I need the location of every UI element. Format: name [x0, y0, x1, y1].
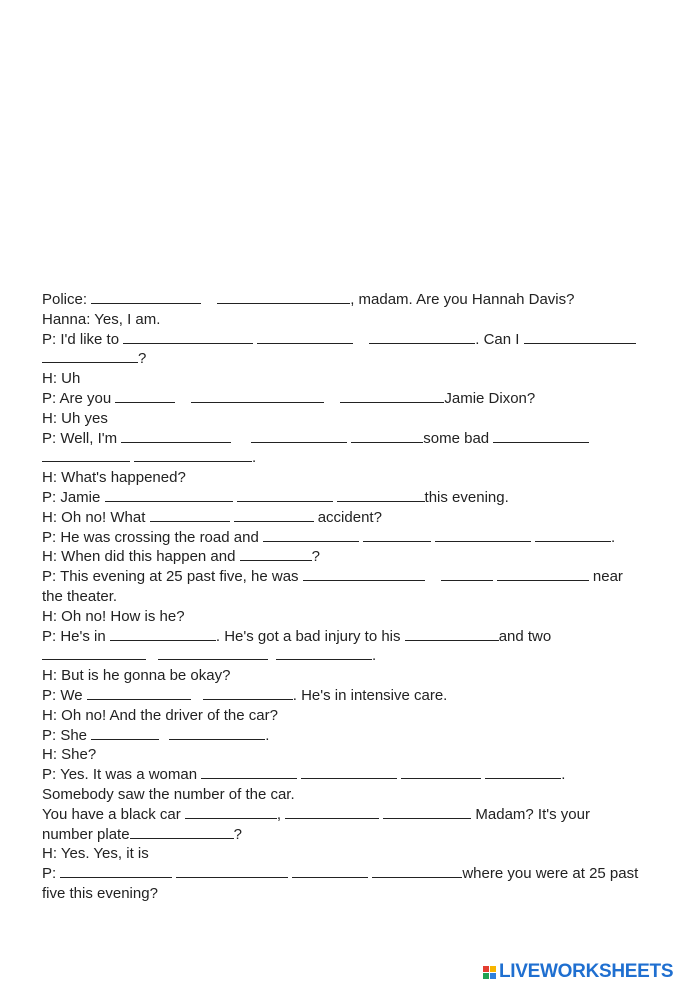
answer-blank[interactable] — [257, 330, 353, 344]
liveworksheets-logo-icon — [483, 966, 496, 979]
dialogue-line — [42, 666, 662, 686]
answer-blank[interactable] — [493, 429, 589, 443]
dialogue-line — [42, 290, 662, 310]
dialogue-text: Police: — [42, 291, 92, 308]
dialogue-text: H: Oh no! And the driver of the car? — [42, 706, 278, 724]
dialogue-text: this evening. — [424, 488, 509, 506]
answer-blank[interactable] — [42, 349, 138, 363]
dialogue-line — [42, 468, 662, 488]
dialogue-line — [42, 785, 662, 805]
dialogue-line — [42, 488, 662, 508]
dialogue-line — [42, 448, 662, 468]
dialogue-text: H: What's happened? — [42, 469, 186, 487]
dialogue-text: Hanna: Yes, I am. — [42, 310, 161, 328]
answer-blank[interactable] — [110, 627, 216, 641]
dialogue-text: P: Well, I'm — [42, 429, 122, 447]
logo-square — [483, 966, 489, 972]
answer-blank[interactable] — [435, 528, 531, 542]
dialogue-line — [42, 310, 662, 330]
answer-blank[interactable] — [401, 765, 481, 779]
answer-blank[interactable] — [42, 646, 146, 660]
answer-blank[interactable] — [150, 508, 230, 522]
dialogue-line — [42, 330, 662, 350]
dialogue-text: . — [252, 449, 257, 467]
dialogue-text: . He's got a bad injury to his — [215, 627, 405, 645]
dialogue-line — [42, 547, 662, 567]
dialogue-line — [42, 686, 662, 706]
dialogue-text: You have a black car — [42, 805, 185, 823]
answer-blank[interactable] — [91, 726, 159, 740]
answer-blank[interactable] — [237, 488, 333, 502]
answer-blank[interactable] — [234, 508, 314, 522]
dialogue-line — [42, 706, 662, 726]
dialogue-text: Somebody saw the number of the car. — [42, 785, 295, 803]
dialogue-text: . — [372, 647, 377, 665]
dialogue-text: , madam. Are you Hannah Davis? — [350, 291, 575, 308]
dialogue-line — [42, 567, 662, 587]
liveworksheets-logo — [483, 960, 673, 984]
dialogue-line — [42, 884, 662, 904]
answer-blank[interactable] — [292, 864, 368, 878]
dialogue-text: number plate — [42, 825, 130, 843]
answer-blank[interactable] — [42, 448, 130, 462]
dialogue-line — [42, 508, 662, 528]
answer-blank[interactable] — [158, 646, 268, 660]
dialogue-text: near — [588, 568, 623, 586]
dialogue-text: . Can I — [475, 330, 524, 348]
answer-blank[interactable] — [240, 547, 312, 561]
answer-blank[interactable] — [485, 765, 561, 779]
answer-blank[interactable] — [340, 389, 444, 403]
dialogue-text: H: She? — [42, 746, 97, 764]
dialogue-text: P: — [42, 865, 61, 883]
answer-blank[interactable] — [123, 330, 253, 344]
dialogue-text: some bad — [423, 429, 494, 447]
dialogue-line — [42, 726, 662, 746]
dialogue-text: accident? — [313, 508, 382, 526]
answer-blank[interactable] — [301, 765, 397, 779]
dialogue-text: . — [610, 528, 616, 546]
answer-blank[interactable] — [169, 726, 265, 740]
dialogue-text: H: But is he gonna be okay? — [42, 667, 231, 685]
answer-blank[interactable] — [115, 389, 175, 403]
answer-blank[interactable] — [121, 429, 231, 443]
dialogue-text: H: Yes. Yes, it is — [42, 845, 149, 863]
dialogue-line — [42, 805, 662, 825]
answer-blank[interactable] — [372, 864, 462, 878]
dialogue-line — [42, 765, 662, 785]
answer-blank[interactable] — [191, 389, 324, 403]
answer-blank[interactable] — [351, 429, 423, 443]
dialogue-text: . — [265, 726, 270, 744]
answer-blank[interactable] — [337, 488, 425, 502]
dialogue-line — [42, 389, 662, 409]
answer-blank[interactable] — [105, 488, 233, 502]
dialogue-text: P: This evening at 25 past five, he was — [42, 568, 303, 586]
dialogue-text: . — [561, 766, 566, 784]
worksheet-dialogue — [42, 290, 662, 904]
answer-blank[interactable] — [87, 686, 191, 700]
dialogue-text: H: Uh — [42, 370, 81, 388]
dialogue-line — [42, 429, 662, 449]
answer-blank[interactable] — [383, 805, 471, 819]
answer-blank[interactable] — [276, 646, 372, 660]
logo-square — [490, 966, 496, 972]
liveworksheets-logo-text: LIVEWORKSHEETS — [499, 961, 674, 982]
dialogue-line — [42, 646, 662, 666]
dialogue-line — [42, 349, 662, 369]
dialogue-text: five this evening? — [42, 884, 158, 902]
dialogue-text: H: Oh no! What — [42, 508, 150, 526]
dialogue-line — [42, 607, 662, 627]
dialogue-text: H: When did this happen and — [42, 548, 240, 566]
dialogue-line — [42, 627, 662, 647]
dialogue-text: ? — [138, 350, 147, 368]
answer-blank[interactable] — [285, 805, 379, 819]
answer-blank[interactable] — [130, 825, 234, 839]
dialogue-text: P: He's in — [42, 627, 110, 645]
dialogue-line — [42, 528, 662, 548]
dialogue-line — [42, 825, 662, 845]
dialogue-text: P: Yes. It was a woman — [42, 766, 202, 784]
answer-blank[interactable] — [535, 528, 611, 542]
answer-blank[interactable] — [185, 805, 277, 819]
dialogue-text: P: He was crossing the road and — [42, 528, 263, 546]
answer-blank[interactable] — [497, 567, 589, 581]
dialogue-line — [42, 745, 662, 765]
answer-blank[interactable] — [303, 567, 425, 581]
answer-blank[interactable] — [405, 627, 499, 641]
dialogue-text: where you were at 25 past — [462, 865, 639, 883]
dialogue-text: ? — [311, 548, 320, 566]
dialogue-text: the theater. — [42, 587, 118, 605]
answer-blank[interactable] — [201, 765, 297, 779]
answer-blank[interactable] — [363, 528, 431, 542]
answer-blank[interactable] — [524, 330, 636, 344]
logo-square — [490, 973, 496, 979]
answer-blank[interactable] — [176, 864, 288, 878]
dialogue-text: H: Uh yes — [42, 409, 108, 427]
answer-blank[interactable] — [251, 429, 347, 443]
answer-blank[interactable] — [91, 290, 201, 304]
dialogue-line — [42, 844, 662, 864]
answer-blank[interactable] — [203, 686, 293, 700]
dialogue-line — [42, 409, 662, 429]
dialogue-text: P: She — [42, 726, 92, 744]
dialogue-line — [42, 864, 662, 884]
dialogue-text: P: Are you — [42, 389, 116, 407]
answer-blank[interactable] — [60, 864, 172, 878]
answer-blank[interactable] — [134, 448, 252, 462]
dialogue-text: , — [276, 805, 286, 823]
dialogue-text: Madam? It's your — [471, 805, 590, 823]
dialogue-text: P: I'd like to — [42, 330, 124, 348]
dialogue-line — [42, 369, 662, 389]
answer-blank[interactable] — [263, 528, 359, 542]
dialogue-text: P: Jamie — [42, 488, 105, 506]
dialogue-text: and two — [498, 627, 552, 645]
dialogue-text: ? — [233, 825, 242, 843]
answer-blank[interactable] — [441, 567, 493, 581]
dialogue-text: Jamie Dixon? — [444, 389, 536, 407]
dialogue-text: P: We — [42, 686, 87, 704]
answer-blank[interactable] — [369, 330, 475, 344]
dialogue-line — [42, 587, 662, 607]
answer-blank[interactable] — [217, 290, 350, 304]
logo-square — [483, 973, 489, 979]
dialogue-text: H: Oh no! How is he? — [42, 607, 185, 625]
dialogue-text: . He's in intensive care. — [292, 686, 448, 704]
